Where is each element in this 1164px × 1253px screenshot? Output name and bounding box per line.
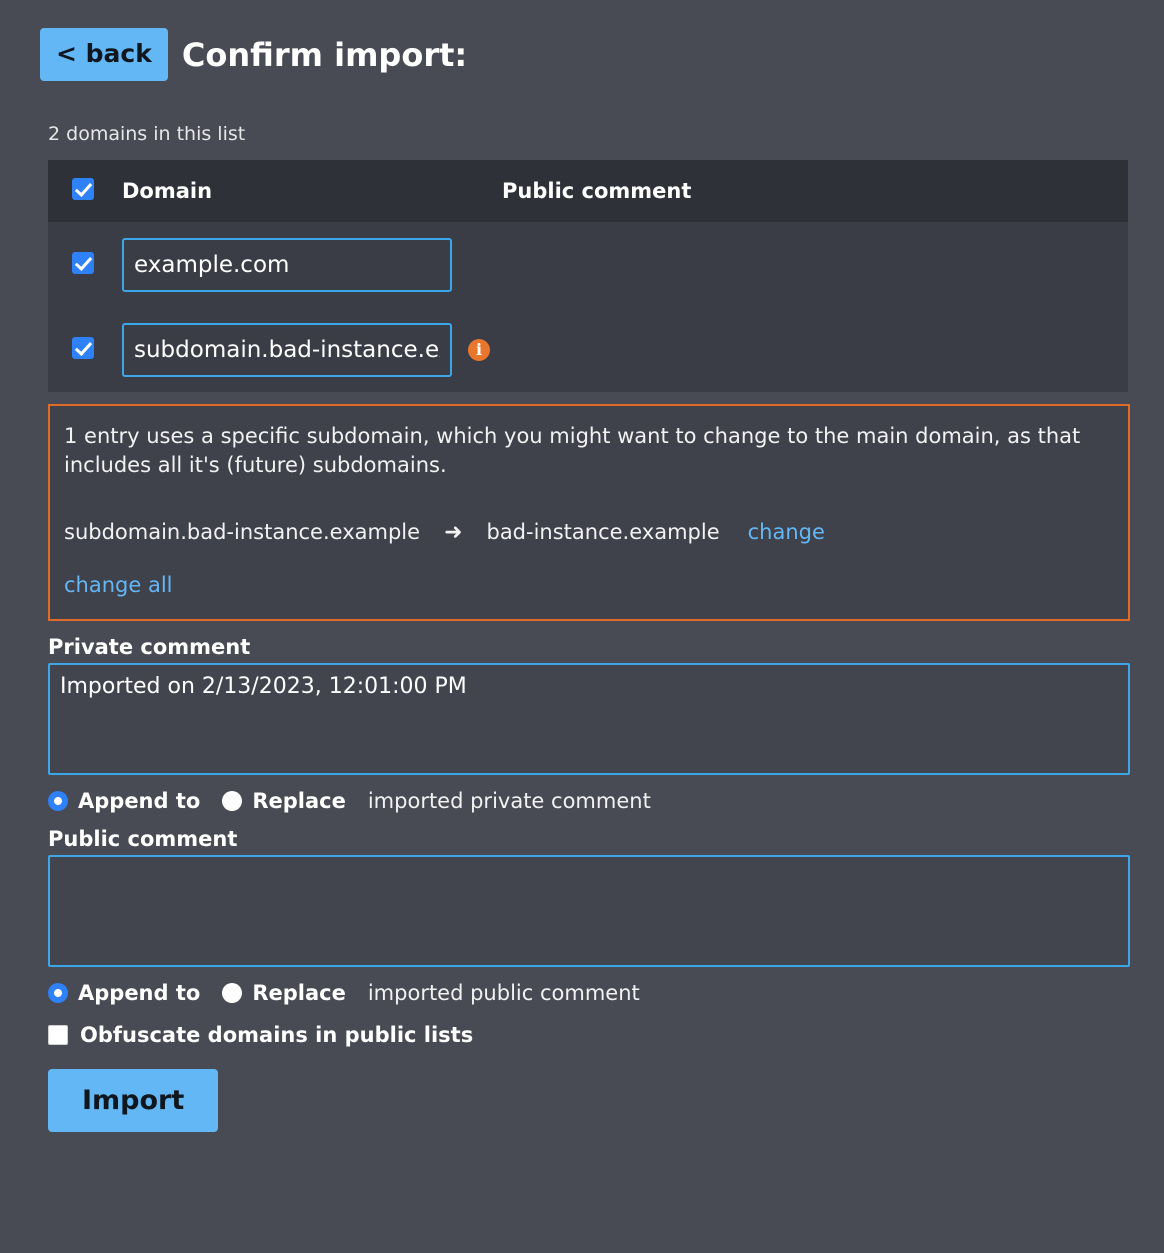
domain-input-1[interactable] <box>122 238 452 292</box>
table-header-row <box>48 160 1128 222</box>
public-replace-radio[interactable] <box>222 983 242 1003</box>
arrow-right-icon: ➜ <box>444 519 463 545</box>
private-comment-textarea[interactable] <box>48 663 1130 775</box>
page-header <box>0 0 1164 81</box>
row-checkbox-2[interactable] <box>72 337 94 359</box>
warning-from-domain: subdomain.bad-instance.example <box>64 520 421 545</box>
back-button[interactable]: < back <box>40 28 168 81</box>
public-comment-textarea[interactable] <box>48 855 1130 967</box>
row-select-cell <box>72 252 122 278</box>
subdomain-change-row <box>64 520 1110 545</box>
private-append-radio[interactable] <box>48 791 68 811</box>
domain-count-text: 2 domains in this list <box>48 123 246 145</box>
public-append-label: Append to <box>78 980 201 1005</box>
private-comment-mode-row <box>48 789 1164 813</box>
private-mode-suffix: imported private comment <box>367 788 651 813</box>
import-button[interactable]: Import <box>48 1069 218 1132</box>
private-comment-label: Private comment <box>48 634 251 659</box>
public-append-radio[interactable] <box>48 983 68 1003</box>
page-title: Confirm import: <box>181 35 468 74</box>
public-replace-label: Replace <box>252 980 346 1005</box>
private-replace-radio[interactable] <box>222 791 242 811</box>
domains-table <box>48 160 1128 392</box>
warning-message: 1 entry uses a specific subdomain, which you might want to change to the main domain, as that includes all it's (future) subdomains. <box>64 424 1081 477</box>
info-icon[interactable]: i <box>468 339 490 361</box>
public-comment-label: Public comment <box>48 826 238 851</box>
domain-input-2[interactable] <box>122 323 452 377</box>
public-comment-mode-row <box>48 981 1164 1005</box>
change-all-link[interactable]: change all <box>64 572 173 597</box>
subdomain-warning-box <box>48 404 1130 621</box>
select-all-cell <box>72 178 122 204</box>
row-checkbox-1[interactable] <box>72 252 94 274</box>
select-all-checkbox[interactable] <box>72 178 94 200</box>
column-header-domain: Domain <box>122 179 213 203</box>
row-domain-cell-2 <box>122 323 490 377</box>
private-append-label: Append to <box>78 788 201 813</box>
obfuscate-checkbox[interactable] <box>48 1025 68 1045</box>
warning-to-domain: bad-instance.example <box>486 520 720 545</box>
table-row <box>48 222 1128 307</box>
change-link[interactable]: change <box>747 520 825 545</box>
private-replace-label: Replace <box>252 788 346 813</box>
column-header-public-comment: Public comment <box>502 179 692 203</box>
public-mode-suffix: imported public comment <box>367 980 640 1005</box>
row-domain-cell-1 <box>122 238 452 292</box>
row-select-cell <box>72 337 122 363</box>
table-row <box>48 307 1128 392</box>
obfuscate-label: Obfuscate domains in public lists <box>80 1022 474 1047</box>
obfuscate-row <box>48 1023 1164 1047</box>
